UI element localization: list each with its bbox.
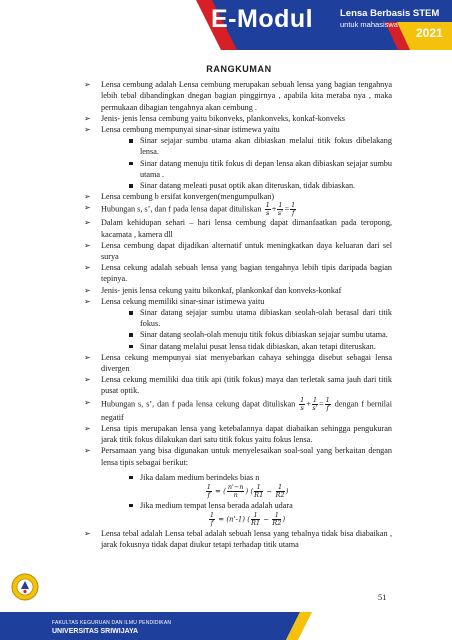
thin-lens-formula-air: $\frac{1}{f}$ = (n'-1) ( $\frac{1}{R1}$ − $\frac{1}{R2}$ ): [209, 511, 286, 528]
list-item: ➢ Lensa cekung memiliki dua titik api (titik fokus) maya dan terletak sama jauh dari titik pusat optik.: [86, 374, 392, 396]
faculty-name: FAKULTAS KEGURUAN DAN ILMU PENDIDIKAN: [52, 620, 172, 626]
summary-content: [86, 64, 392, 551]
brand-subtitle: Lensa Berbasis STEM: [340, 8, 440, 19]
sub-list-item: Sinar datang meleati pusat optik akan diteruskan, tidak dibiaskan.: [129, 180, 392, 191]
fraction: $\frac{1}{s'}$: [277, 201, 283, 218]
page-header: [0, 0, 452, 50]
university-logo: [10, 572, 40, 602]
list-item: ➢ Lensa cekung memiliki sinar-sinar istimewa yaitu Sinar datang sejajar sumbu utama dibiaskan seolah-olah berasal dari titik fokus. Sinar datang seolah-olah menuju titik fokus dibiaskan sejajar sumbu utama. Sinar datang melalui pusat lensa tidak dibiaskan, akan tetapi diteruskan.: [86, 296, 392, 352]
sub-list-item: Sinar datang melalui pusat lensa tidak dibiaskan, akan tetapi diteruskan.: [129, 341, 392, 352]
page-title: RANGKUMAN: [206, 64, 272, 74]
list-item: ➢ Lensa tebal adalah Lensa tebal adalah sebuah lensa yang tebalnya tidak bisa diabaikan , jarak fokusnya tidak dapat diukur tetapi terhadap titik utama: [86, 528, 392, 550]
fraction: $\frac{1}{s}$: [265, 201, 270, 218]
list-item: ➢ Lensa cekung adalah sebuah lensa yang bagian tengahnya lebih tipis daripada bagian tepinya.: [86, 262, 392, 284]
sub-list-item: Sinar datang seolah-olah menuju titik fokus dibiaskan sejajar sumbu utama.: [129, 329, 392, 340]
fraction: $\frac{1}{s'}$: [312, 395, 318, 412]
page-number: 51: [378, 592, 387, 602]
sub-list-item: Jika medium tempat lensa berada adalah udara: [129, 500, 392, 511]
sub-list-item: Sinar datang menuju titik fokus di depan lensa akan dibiaskan sejajar sumbu utama .: [129, 158, 392, 180]
sub-list: [101, 135, 392, 191]
list-item: ➢ Lensa tipis merupakan lensa yang ketebalannya dapat diabaikan sehingga pengukuran jarak titik fokus dilakukan dari satu titik fokus yaitu fokus lensa.: [86, 423, 392, 445]
list-item: ➢ Hubungan s, s’, dan f pada lensa dapat dituliskan $\frac{1}{s}$ + $\frac{1}{s'}$ = $\frac{1}{f}$: [86, 202, 392, 217]
sub-list-item: Sinar sejajar sumbu utama akan dibiaskan melalui titik fokus dibelakang lensa.: [129, 135, 392, 157]
fraction: $\frac{1}{s}$: [300, 395, 305, 412]
fraction: $\frac{1}{f}$: [325, 395, 330, 412]
sub-list: [101, 500, 392, 511]
list-item: ➢ Dalam kehidupan sehari – hari lensa cembung dapat dimanfaatkan pada teropong, kacamata , kamera dll: [86, 217, 392, 239]
list-item: ➢ Lensa cembung dapat dijadikan alternatif untuk meningkatkan daya keluaran dari sel surya: [86, 240, 392, 262]
list-item: ➢ Hubungan s, s’, dan f pada lensa cekung dapat dituliskan $\frac{1}{s}$ + $\frac{1}{s'}$ = $\frac{1}{f}$ dengan f bernilai negatif: [86, 397, 392, 423]
list-item: ➢ Lensa cekung mempunyai siat menyebarkan cahaya sehingga disebut sebagai lensa divergen: [86, 352, 392, 374]
list-item: ➢ Persamaan yang bisa digunakan untuk menyelesaikan soal-soal yang berkaitan dengan lensa tipis sebagai berikut: Jika dalam medium berindeks bias n $\frac{1}{f}$ = ( $\frac{n'-n}{n}$ ) ( $\frac{1}{R1}$ − $\frac{1}{R2}$ ) Jika medium tempat lensa berada adalah udara $\frac{1}{f}$ = (n'-1) ( $\frac{1}{R1}$ − $\frac{1}{R2}$ ): [86, 445, 392, 527]
list-item: ➢ Lensa cembung mempunyai sinar-sinar istimewa yaitu Sinar sejajar sumbu utama akan dibiaskan melalui titik fokus dibelakang lensa. Sinar datang menuju titik fokus di depan lensa akan dibiaskan sejajar sumbu utama . Sinar datang meleati pusat optik akan diteruskan, tidak dibiaskan.: [86, 124, 392, 191]
list-item: ➢ Jenis- jenis lensa cembung yaitu bikonveks, plankonveks, konkaf-konveks: [86, 113, 392, 124]
sub-list: [101, 472, 392, 483]
sub-list-item: Jika dalam medium berindeks bias n: [129, 472, 392, 483]
year-label: 2021: [416, 26, 443, 40]
brand-audience: untuk mahasiswa: [340, 20, 398, 29]
thin-lens-formula-medium: $\frac{1}{f}$ = ( $\frac{n'-n}{n}$ ) ( $\frac{1}{R1}$ − $\frac{1}{R2}$ ): [206, 482, 289, 499]
summary-list: [86, 79, 392, 550]
fraction: $\frac{1}{f}$: [291, 201, 296, 218]
brand-title: E-Modul: [211, 5, 314, 33]
list-item: ➢ Jenis- jenis lensa cekung yaitu bikonkaf, plankonkaf dan konveks-konkaf: [86, 285, 392, 296]
list-item: ➢ Lensa cembung b ersifat konvergen(mengumpulkan): [86, 191, 392, 202]
list-item: ➢ Lensa cembung adalah Lensa cembung merupakan sebuah lensa yang bagian tengahnya lebih tebal dibandingkan dnegan bagian pinggirnya , apabila kita meraba nya , maka permukaan dibagian tengahnya akan cembung .: [86, 79, 392, 113]
sub-list: [101, 307, 392, 352]
sub-list-item: Sinar datang sejajar sumbu utama dibiaskan seolah-olah berasal dari titik fokus.: [129, 307, 392, 329]
university-name: UNIVERSITAS SRIWIJAYA: [52, 628, 139, 635]
